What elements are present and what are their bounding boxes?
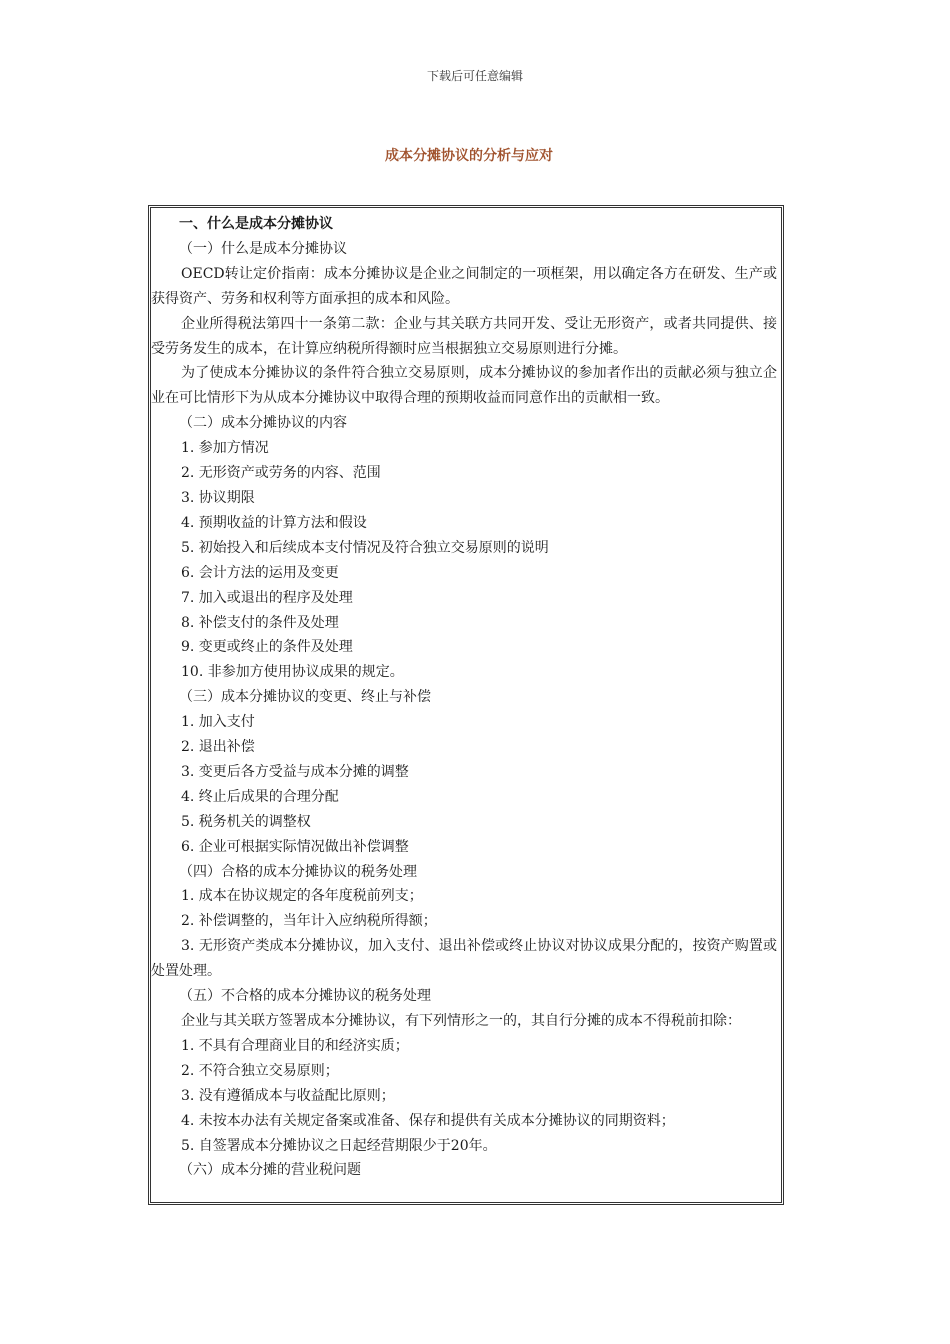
list-item: 5. 税务机关的调整权	[181, 813, 311, 830]
list-item: 4. 预期收益的计算方法和假设	[181, 514, 367, 531]
list-item: 10. 非参加方使用协议成果的规定。	[181, 664, 404, 681]
subsection-heading: （五）不合格的成本分摊协议的税务处理	[179, 988, 431, 1005]
list-item: 3. 变更后各方受益与成本分摊的调整	[181, 763, 409, 780]
list-item: 2. 退出补偿	[181, 739, 255, 756]
list-item: 6. 企业可根据实际情况做出补偿调整	[181, 838, 409, 855]
header-note: 下载后可任意编辑	[426, 69, 523, 83]
list-item: 2. 无形资产或劳务的内容、范围	[181, 465, 381, 482]
subsection-heading: （六）成本分摊的营业税问题	[179, 1162, 361, 1179]
list-item: 1. 成本在协议规定的各年度税前列支；	[181, 888, 423, 905]
list-item: 4. 未按本办法有关规定备案或准备、保存和提供有关成本分摊协议的同期资料；	[181, 1112, 675, 1129]
content-box	[148, 205, 784, 1205]
paragraph: 企业所得税法第四十一条第二款：企业与其关联方共同开发、受让无形资产，或者共同提供、接受劳务发生的成本，在计算应纳税所得额时应当根据独立交易原则进行分摊。	[151, 315, 777, 357]
paragraph: OECD转让定价指南：成本分摊协议是企业之间制定的一项框架，用以确定各方在研发、生产或获得资产、劳务和权利等方面承担的成本和风险。	[151, 265, 777, 307]
list-item: 7. 加入或退出的程序及处理	[181, 589, 353, 606]
list-item: 3. 协议期限	[181, 489, 255, 506]
subsection-heading: （四）合格的成本分摊协议的税务处理	[179, 863, 417, 880]
list-item: 1. 参加方情况	[181, 440, 269, 457]
list-item: 4. 终止后成果的合理分配	[181, 788, 339, 805]
list-item: 3. 没有遵循成本与收益配比原则；	[181, 1087, 395, 1104]
list-item: 2. 补偿调整的，当年计入应纳税所得额；	[181, 913, 437, 930]
list-item: 9. 变更或终止的条件及处理	[181, 639, 353, 656]
list-item: 5. 初始投入和后续成本支付情况及符合独立交易原则的说明	[181, 539, 549, 556]
section-heading: 一、什么是成本分摊协议	[179, 216, 333, 232]
paragraph: 企业与其关联方签署成本分摊协议，有下列情形之一的，其自行分摊的成本不得税前扣除：	[181, 1013, 741, 1029]
paragraph: 为了使成本分摊协议的条件符合独立交易原则，成本分摊协议的参加者作出的贡献必须与独立企业在可比情形下为从成本分摊协议中取得合理的预期收益而同意作出的贡献相一致。	[151, 365, 777, 407]
subsection-heading: （三）成本分摊协议的变更、终止与补偿	[179, 689, 431, 706]
list-item: 1. 加入支付	[181, 714, 255, 731]
list-item: 3. 无形资产类成本分摊协议，加入支付、退出补偿或终止协议对协议成果分配的，按资产购置或处置处理。	[151, 938, 777, 980]
list-item: 2. 不符合独立交易原则；	[181, 1062, 339, 1079]
document-title: 成本分摊协议的分析与应对	[385, 148, 553, 164]
list-item: 6. 会计方法的运用及变更	[181, 564, 339, 581]
list-item: 5. 自签署成本分摊协议之日起经营期限少于20年。	[181, 1137, 497, 1154]
subsection-heading: （二）成本分摊协议的内容	[179, 415, 347, 432]
list-item: 1. 不具有合理商业目的和经济实质；	[181, 1037, 409, 1054]
list-item: 8. 补偿支付的条件及处理	[181, 614, 339, 631]
subsection-heading: （一）什么是成本分摊协议	[179, 240, 347, 257]
